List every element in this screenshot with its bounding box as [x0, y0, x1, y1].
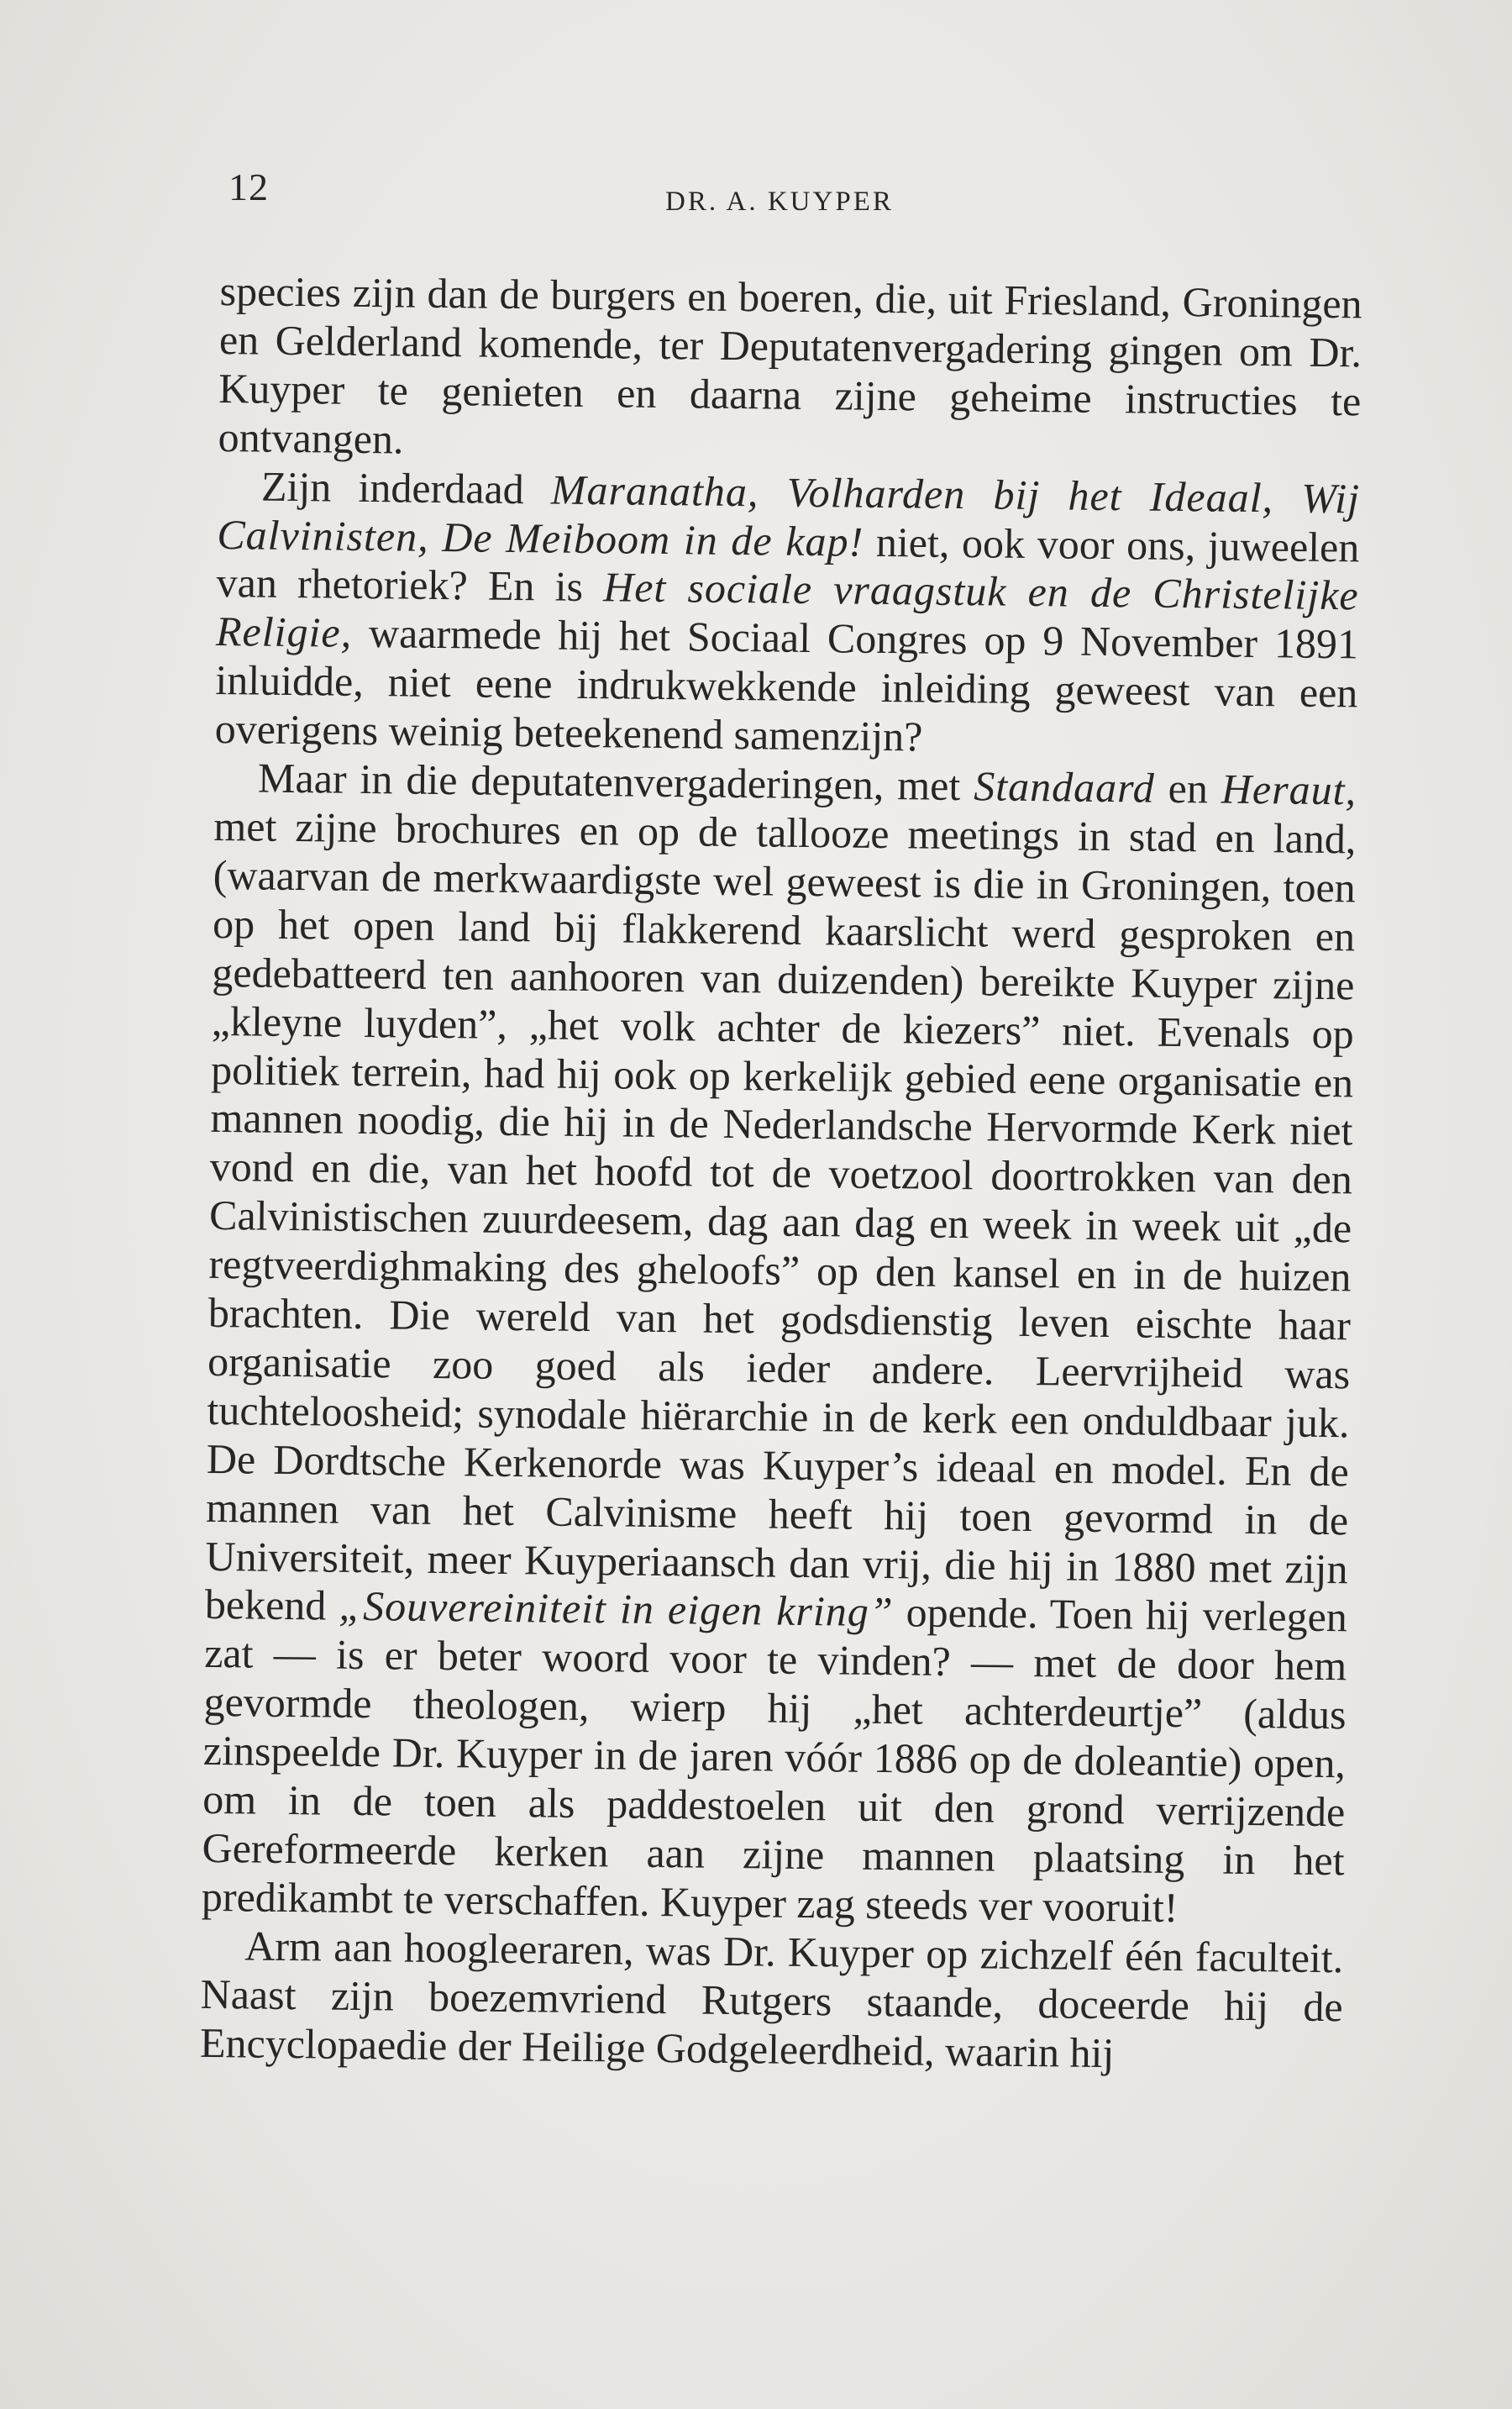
text-run: met zijne brochures en op de tallooze meetings in stad en land, (waarvan de merkwaardigste wel geweest is die in Groningen, toen op het open land bij flakkerend kaarslicht werd gesproken en gedebatteerd ten aanhooren van duizenden) bereikte Kuyper zijne „kleyne luyden”, „het volk achter de kiezers” niet. Evenals op politiek terrein, had hij ook op kerkelijk gebied eene organisatie en mannen noodig, die hij in de Nederlandsche Hervormde Kerk niet vond en die, van het hoofd tot de voetzool doortrokken van den Calvinistischen zuurdeesem, dag aan dag en week in week uit „de regtveerdighmaking des gheloofs” op den kansel en in de huizen brachten. Die wereld van het godsdienstig leven eischte haar organisatie zoo goed als ieder andere. Leervrijheid was tuchteloosheid; synodale hiërarchie in de kerk een onduldbaar juk. De Dordtsche Kerkenorde was Kuyper’s ideaal en model. En de mannen van het Calvinisme heeft hij toen gevormd in de Universiteit, meer Kuyperiaansch dan vrij, die hij in 1880 met zijn bekend: [204, 802, 1357, 1630]
paragraph: [218, 267, 1362, 475]
text-run: en: [1154, 764, 1222, 813]
running-head: DR. A. KUYPER: [665, 187, 894, 217]
text-run: waarmede hij het Sociaal Congres op 9 November 1891 inluidde, niet eene indrukwekkende inleiding geweest van een overigens weinig beteekenend samenzijn?: [214, 609, 1359, 760]
italic-title: Het sociale vraagstuk en de Christelijke Religie,: [215, 563, 1359, 657]
italic-title: „Souvereiniteit in eigen kring”: [339, 1582, 894, 1636]
text-run: Maar in die deputatenvergaderingen, met: [257, 754, 974, 810]
text-run: niet, ook voor ons, juweelen van rhetoriek? En is: [216, 518, 1360, 611]
italic-title: Standaard: [973, 762, 1156, 812]
text-run: Arm aan hoogleeraren, was Dr. Kuyper op zichzelf één faculteit. Naast zijn boezemvriend Rutgers staande, doceerde hij de Encyclopaedie der Heilige Godgeleerdheid, waarin hij: [199, 1922, 1344, 2076]
page-number: 12: [228, 166, 269, 208]
paragraph: [214, 462, 1360, 767]
italic-title: Heraut,: [1221, 765, 1357, 814]
text-run: Zijn inderdaad: [260, 462, 552, 513]
paragraph: [200, 1922, 1344, 2080]
body-text: [200, 267, 1362, 2080]
italic-title: Maranatha, Volharden bij het Ideaal, Wij Calvinisten, De Meiboom in de kap!: [217, 465, 1361, 565]
text-run: species zijn dan de burgers en boeren, die, uit Friesland, Groningen en Gelderland komende, ter Deputatenvergadering gingen om Dr. Kuyper te genieten en daarna zijne geheime instructies te ontvangen.: [218, 267, 1362, 463]
paragraph: [202, 754, 1357, 1934]
page-header: [228, 165, 1337, 215]
text-run: opende. Toen hij verlegen zat — is er beter woord voor te vinden? — met de door hem gevormde theologen, wierp hij „het achterdeurtje” (aldus zinspeelde Dr. Kuyper in de jaren vóór 1886 op de doleantie) open, om in de toen als paddestoelen uit den grond verrijzende Gereformeerde kerken aan zijne mannen plaatsing in het predikambt te verschaffen. Kuyper zag steeds ver vooruit!: [201, 1588, 1348, 1931]
